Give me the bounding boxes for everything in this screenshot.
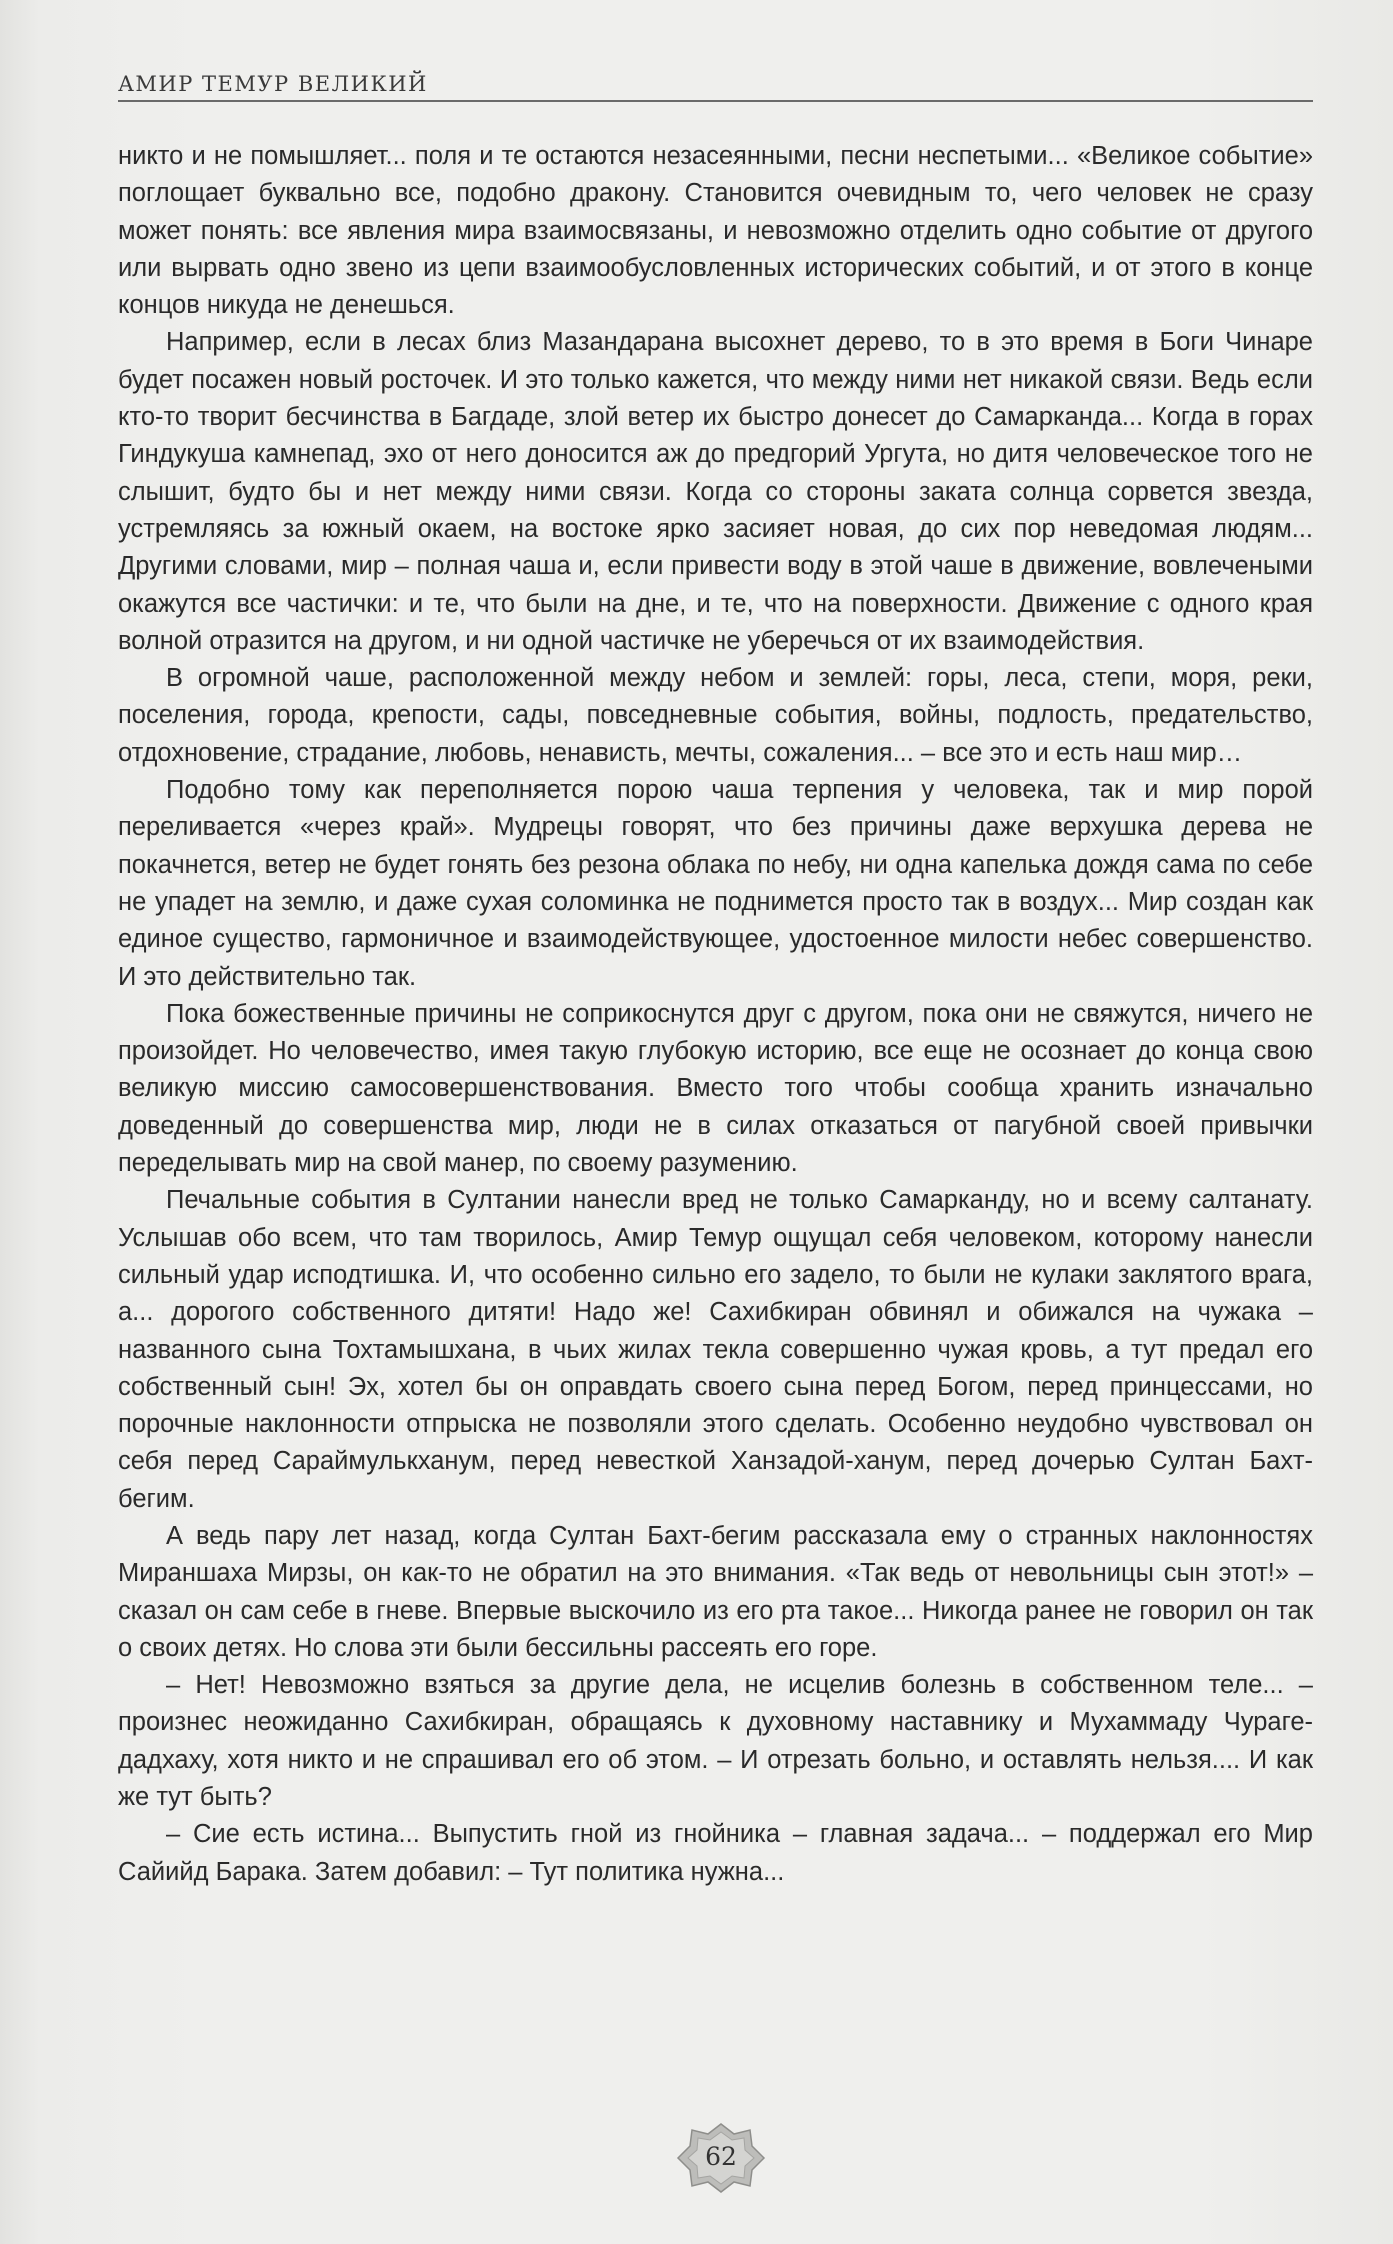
paragraph: Печальные события в Султании нанесли вред не только Самарканду, но и всему салтанату. Услышав обо всем, что там творилось, Амир Темур ощущал себя человеком, которому нанесли сильный удар исподтишка. И, что особенно сильно его задело, то были не кулаки заклятого врага, а... дорогого собственного дитяти! Надо же! Сахибкиран обвинял и обижался на чужака – названного сына Тохтамышхана, в чьих жилах текла совершенно чужая кровь, а тут предал его собственный сын! Эх, хотел бы он оправдать своего сына перед Богом, перед принцессами, но порочные наклонности отпрыска не позволяли этого сделать. Особенно неудобно чувствовал он себя перед Сараймулькханум, перед невесткой Ханзадой-ханум, перед дочерью Султан Бахт-бегим. bbox=[118, 1186, 1313, 1513]
running-header-title: АМИР ТЕМУР ВЕЛИКИЙ bbox=[118, 72, 428, 96]
page-number-badge bbox=[676, 2122, 766, 2194]
paragraph: Пока божественные причины не соприкоснутся друг с другом, пока они не свяжутся, ничего не произойдет. Но человечество, имея такую глубокую историю, все еще не осознает до конца свою великую миссию самосовершенствования. Вместо того чтобы сообща хранить изначально доведенный до совершенства мир, люди не в силах отказаться от пагубной своей привычки переделывать мир на свой манер, по своему разумению. bbox=[118, 999, 1313, 1178]
paragraph: А ведь пару лет назад, когда Султан Бахт-бегим рассказала ему о странных наклонностях Мираншаха Мирзы, он как-то не обратил на это внимания. «Так ведь от невольницы сын этот!» – сказал он сам себе в гневе. Впервые выскочило из его рта такое... Никогда ранее не говорил он так о своих детях. Но слова эти были бессильны рассеять его горе. bbox=[118, 1521, 1313, 1662]
running-header bbox=[118, 68, 1313, 102]
paragraph: В огромной чаше, расположенной между небом и землей: горы, леса, степи, моря, реки, поселения, города, крепости, сады, повседневные события, войны, подлость, предательство, отдохновение, страдание, любовь, ненависть, мечты, сожаления... – все это и есть наш мир… bbox=[118, 664, 1313, 767]
body-text bbox=[118, 138, 1313, 1891]
paragraph: – Сие есть истина... Выпустить гной из гнойника – главная задача... – поддержал его Мир Сайийд Барака. Затем добавил: – Тут политика нужна... bbox=[118, 1820, 1313, 1886]
paragraph: – Нет! Невозможно взяться за другие дела, не исцелив болезнь в собственном теле... – произнес неожиданно Сахибкиран, обращаясь к духовному наставнику и Мухаммаду Чураге-дадхаху, хотя никто и не спрашивал его об этом. – И отрезать больно, и оставлять нельзя.... И как же тут быть? bbox=[118, 1671, 1313, 1812]
paragraph: никто и не помышляет... поля и те остаются незасеянными, песни неспетыми... «Великое событие» поглощает буквально все, подобно дракону. Становится очевидным то, чего человек не сразу может понять: все явления мира взаимосвязаны, и невозможно отделить одно событие от другого или вырвать одно звено из цепи взаимообусловленных исторических событий, и от этого в конце концов никуда не денешься. bbox=[118, 142, 1313, 320]
page-number: 62 bbox=[705, 2142, 737, 2171]
paragraph: Подобно тому как переполняется порою чаша терпения у человека, так и мир порой переливается «через край». Мудрецы говорят, что без причины даже верхушка дерева не покачнется, ветер не будет гонять без резона облака по небу, ни одна капелька дождя сама по себе не упадет на землю, и даже сухая соломинка не поднимется просто так в воздух... Мир создан как единое существо, гармоничное и взаимодействующее, удостоенное милости небес совершенство. И это действительно так. bbox=[118, 776, 1313, 991]
paragraph: Например, если в лесах близ Мазандарана высохнет дерево, то в это время в Боги Чинаре будет посажен новый росточек. И это только кажется, что между ними нет никакой связи. Ведь если кто-то творит бесчинства в Багдаде, злой ветер их быстро донесет до Самарканда... Когда в горах Гиндукуша камнепад, эхо от него доносится аж до предгорий Ургута, но дитя человеческое того не слышит, будто бы и нет между ними связи. Когда со стороны заката солнца сорвется звезда, устремляясь за южный окаем, на востоке ярко засияет новая, до сих пор неведомая людям... Другими словами, мир – полная чаша и, если привести воду в этой чаше в движение, вовлечеными окажутся все частички: и те, что были на дне, и те, что на поверхности. Движение с одного края волной отразится на другом, и ни одной частичке не уберечься от их взаимодействия. bbox=[118, 328, 1313, 655]
